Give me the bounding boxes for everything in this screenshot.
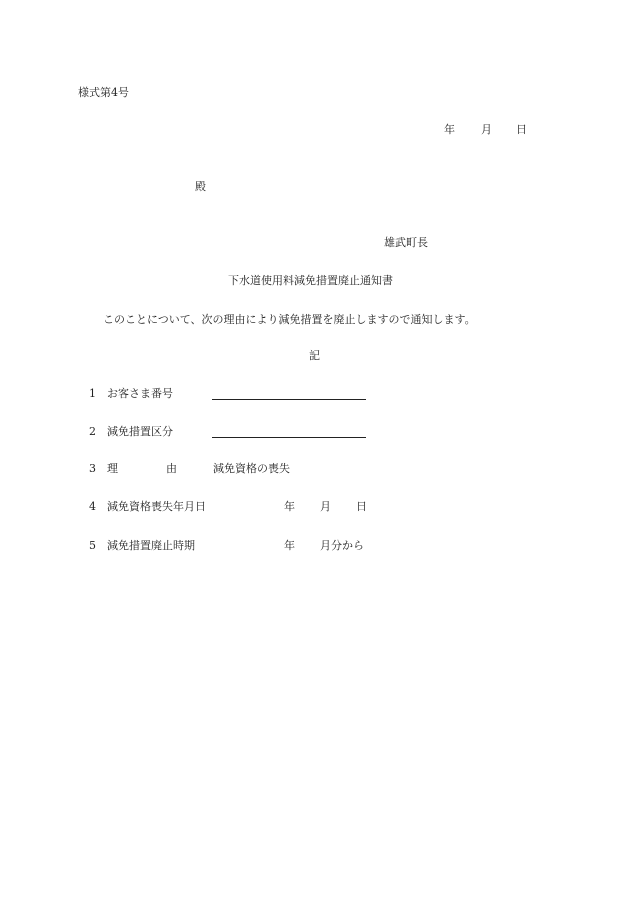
document-title: 下水道使用料減免措置廃止通知書 bbox=[228, 274, 393, 287]
exemption-category-blank-line bbox=[212, 437, 366, 438]
item-abolition-period bbox=[0, 539, 630, 553]
item-number: 3 bbox=[89, 462, 96, 475]
item-loss-date bbox=[0, 500, 630, 514]
item-exemption-category bbox=[0, 425, 630, 439]
date-day-label: 日 bbox=[516, 123, 527, 136]
addressee-suffix: 殿 bbox=[195, 180, 206, 193]
item-number: 4 bbox=[89, 500, 96, 513]
loss-date-year-label: 年 bbox=[284, 500, 295, 513]
item-number: 5 bbox=[89, 539, 96, 552]
item-label: 減免資格喪失年月日 bbox=[107, 500, 206, 513]
item-label: お客さま番号 bbox=[107, 387, 173, 400]
loss-date-month-label: 月 bbox=[320, 500, 331, 513]
item-label-part-2: 由 bbox=[166, 462, 177, 475]
loss-date-day-label: 日 bbox=[356, 500, 367, 513]
abolition-month-label: 月分から bbox=[320, 539, 364, 552]
date-year-label: 年 bbox=[444, 123, 455, 136]
form-number: 様式第4号 bbox=[78, 86, 129, 99]
customer-number-blank-line bbox=[212, 399, 366, 400]
item-customer-number bbox=[0, 387, 630, 401]
item-label: 減免措置区分 bbox=[107, 425, 173, 438]
issuer-name: 雄武町長 bbox=[384, 236, 428, 249]
item-number: 1 bbox=[89, 387, 96, 400]
item-label: 減免措置廃止時期 bbox=[107, 539, 195, 552]
abolition-year-label: 年 bbox=[284, 539, 295, 552]
body-text: このことについて、次の理由により減免措置を廃止しますので通知します。 bbox=[103, 313, 476, 326]
reason-value: 減免資格の喪失 bbox=[213, 462, 290, 475]
ki-heading: 記 bbox=[309, 349, 320, 362]
item-label-part-1: 理 bbox=[107, 462, 118, 475]
item-number: 2 bbox=[89, 425, 96, 438]
date-month-label: 月 bbox=[481, 123, 492, 136]
item-reason bbox=[0, 462, 630, 476]
